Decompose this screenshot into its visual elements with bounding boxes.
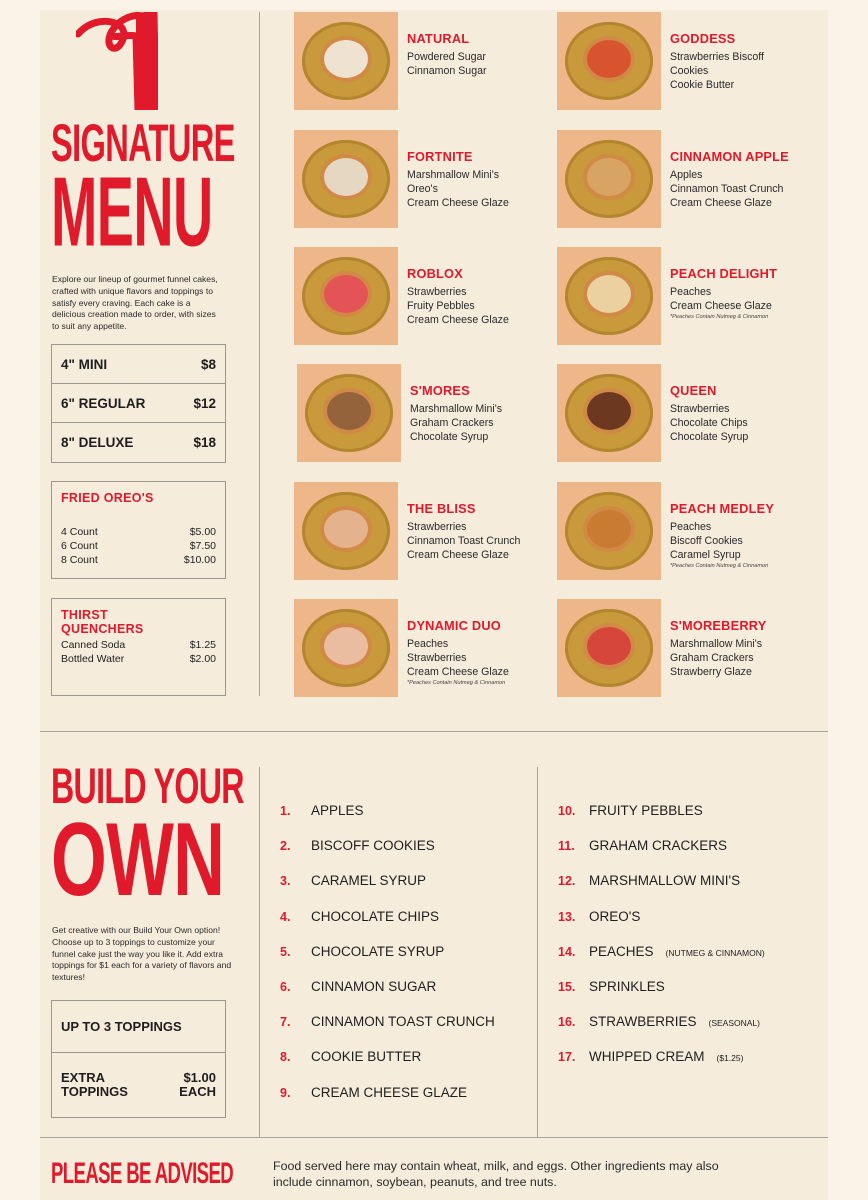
toppings-list [558, 803, 765, 1085]
topping-item [280, 1014, 495, 1049]
price-row [61, 539, 216, 553]
topping-number: 8. [280, 1050, 291, 1065]
ingredient-line: Cream Cheese Glaze [670, 197, 772, 209]
topping-note: ($1.25) [716, 1053, 744, 1064]
topping-number: 15. [558, 979, 576, 994]
row-label: 4 Count [61, 526, 98, 538]
topping-number: 5. [280, 944, 291, 959]
topping-item [558, 803, 765, 838]
ingredient-line: Cinnamon Toast Crunch [407, 535, 521, 547]
menu-item [557, 130, 817, 228]
menu-item-name: GODDESS [670, 31, 736, 46]
allergen-note: *Peaches Contain Nutmeg & Cinnamon [407, 680, 506, 686]
signature-title: SIGNATURE [51, 114, 235, 173]
topping-number: 17. [558, 1050, 576, 1065]
menu-item [557, 599, 817, 697]
ingredient-line: Chocolate Syrup [410, 431, 489, 443]
topping-note: (NUTMEG & CINNAMON) [665, 947, 765, 958]
menu-item [557, 12, 817, 110]
topping-item [558, 909, 765, 944]
price-row [61, 525, 216, 539]
topping-item [558, 979, 765, 1014]
size-label: 8" DELUXE [61, 435, 134, 450]
topping-number: 2. [280, 839, 291, 854]
topping-item [558, 1049, 765, 1084]
price-row [61, 652, 216, 666]
column-divider [537, 767, 538, 1137]
funnel-cake-photo [557, 12, 661, 110]
row-label: Bottled Water [61, 653, 125, 665]
size-row [52, 345, 225, 384]
menu-item-description [410, 402, 502, 444]
build-title-own: OWN [51, 802, 225, 918]
ingredient-line: Peaches [407, 638, 449, 650]
extra-price: $1.00 [183, 1070, 216, 1085]
menu-item-description [670, 168, 783, 210]
thirst-quenchers-box [51, 598, 226, 696]
fried-oreos-box [51, 481, 226, 579]
funnel-cake-photo [557, 482, 661, 580]
topping-name: SPRINKLES [589, 978, 665, 994]
row-label: Canned Soda [61, 639, 126, 651]
row-label: 6 Count [61, 540, 98, 552]
price-row [61, 553, 216, 567]
topping-number: 6. [280, 979, 291, 994]
menu-item-name: DYNAMIC DUO [407, 618, 501, 633]
menu-item-name: CINNAMON APPLE [670, 149, 789, 164]
menu-item [557, 247, 817, 345]
topping-item [280, 944, 495, 979]
ingredient-line: Marshmallow Mini's [407, 169, 500, 181]
funnel-cake-photo [557, 247, 661, 345]
topping-name: APPLES [311, 803, 364, 818]
row-label: 8 Count [61, 554, 98, 566]
ingredient-line: Cream Cheese Glaze [407, 666, 509, 678]
funnel-cake-script-logo-icon [76, 12, 158, 110]
row-price: $5.00 [189, 526, 216, 538]
extra-price: EACH [179, 1084, 216, 1099]
ingredient-line: Cream Cheese Glaze [407, 314, 509, 326]
ingredient-line: Cinnamon Sugar [407, 65, 487, 77]
menu-item-name: PEACH MEDLEY [670, 501, 775, 516]
thirst-title: QUENCHERS [61, 622, 144, 636]
ingredient-line: Peaches [670, 286, 712, 298]
ingredient-line: Cream Cheese Glaze [670, 300, 772, 312]
menu-item [294, 12, 554, 110]
size-label: 4" MINI [61, 356, 108, 372]
topping-name: STRAWBERRIES [589, 1014, 697, 1030]
topping-name: PEACHES [589, 943, 654, 959]
menu-item-name: FORTNITE [407, 149, 473, 164]
menu-item [557, 364, 817, 462]
size-price-table [51, 344, 226, 463]
menu-item [294, 130, 554, 228]
ingredient-line: Strawberries [407, 652, 467, 664]
topping-number: 7. [280, 1015, 291, 1030]
menu-item [557, 482, 817, 580]
funnel-cake-photo [557, 364, 661, 462]
ingredient-line: Caramel Syrup [670, 549, 741, 561]
menu-item-description [670, 285, 772, 321]
size-price: $18 [193, 435, 216, 450]
allergen-note: *Peaches Contain Nutmeg & Cinnamon [670, 563, 769, 569]
menu-item-name: S'MOREBERRY [670, 618, 767, 633]
topping-name: CHOCOLATE CHIPS [311, 908, 440, 924]
funnel-cake-photo [294, 599, 398, 697]
menu-item-name: PEACH DELIGHT [670, 266, 778, 281]
topping-item [280, 803, 495, 838]
ingredient-line: Cookie Butter [670, 79, 735, 91]
fried-oreos-title: FRIED OREO'S [61, 491, 154, 505]
ingredient-line: Oreo's [407, 183, 438, 195]
funnel-cake-photo [557, 599, 661, 697]
ingredient-line: Apples [670, 169, 703, 181]
topping-number: 14. [558, 944, 576, 959]
ingredient-line: Cream Cheese Glaze [407, 549, 509, 561]
topping-item [558, 873, 765, 908]
topping-item [280, 1049, 495, 1084]
funnel-cake-photo [294, 247, 398, 345]
ingredient-line: Biscoff Cookies [670, 535, 743, 547]
allergy-notice: Food served here may contain wheat, milk, and eggs. Other ingredients may also include cinnamon, soybean, peanuts, and tree nuts. [273, 1159, 719, 1189]
menu-item-description [670, 402, 748, 444]
ingredient-line: Fruity Pebbles [407, 300, 475, 312]
topping-item [280, 838, 495, 873]
topping-name: CINNAMON SUGAR [311, 978, 437, 994]
ingredient-line: Marshmallow Mini's [670, 638, 763, 650]
ingredient-line: Strawberries [407, 286, 467, 298]
funnel-cake-photo [557, 130, 661, 228]
menu-item-description [407, 50, 487, 78]
topping-note: (SEASONAL) [708, 1018, 761, 1029]
topping-number: 4. [280, 909, 291, 924]
topping-number: 10. [558, 804, 576, 818]
menu-item-description [670, 637, 762, 679]
ingredient-line: Cookies [670, 65, 709, 77]
topping-number: 12. [558, 874, 576, 889]
ingredient-line: Chocolate Chips [670, 417, 748, 429]
price-row [61, 638, 216, 652]
menu-item-description [670, 50, 764, 92]
extra-label: TOPPINGS [61, 1084, 128, 1099]
funnel-cake-photo [294, 482, 398, 580]
section-divider [40, 1137, 828, 1138]
ingredient-line: Strawberries Biscoff [670, 51, 765, 63]
topping-item [558, 838, 765, 873]
size-row [52, 423, 225, 462]
column-divider [259, 12, 260, 696]
size-price: $8 [200, 356, 216, 372]
extra-toppings-row [52, 1053, 225, 1117]
ingredient-line: Chocolate Syrup [670, 431, 749, 443]
topping-name: MARSHMALLOW MINI'S [589, 873, 741, 889]
menu-item-name: NATURAL [407, 31, 470, 46]
thirst-title: THIRST [61, 608, 108, 622]
menu-item-name: QUEEN [670, 383, 717, 398]
topping-name: CARAMEL SYRUP [311, 873, 427, 889]
row-price: $1.25 [189, 639, 216, 651]
toppings-list [280, 803, 495, 1120]
advised-title: PLEASE BE ADVISED [51, 1157, 234, 1190]
topping-name: FRUITY PEBBLES [589, 803, 703, 818]
menu-item [294, 599, 554, 697]
topping-number: 3. [280, 874, 291, 889]
topping-item [280, 909, 495, 944]
ingredient-line: Cream Cheese Glaze [407, 197, 509, 209]
column-divider [259, 767, 260, 1137]
build-title: BUILD YOUR [51, 758, 244, 815]
menu-item [294, 247, 554, 345]
menu-item-description [407, 285, 509, 327]
menu-item-description [407, 520, 520, 562]
topping-name: COOKIE BUTTER [311, 1049, 422, 1065]
topping-number: 16. [558, 1015, 576, 1030]
ingredient-line: Graham Crackers [670, 652, 754, 664]
row-price: $10.00 [183, 554, 216, 566]
toppings-price-box [51, 1000, 226, 1118]
funnel-cake-photo [297, 364, 401, 462]
topping-number: 11. [558, 839, 575, 854]
topping-name: OREO'S [589, 908, 641, 924]
ingredient-line: Strawberries [670, 403, 730, 415]
menu-item [294, 482, 554, 580]
up-to-label: UP TO 3 TOPPINGS [52, 1001, 225, 1053]
ingredient-line: Marshmallow Mini's [410, 403, 503, 415]
menu-item-name: S'MORES [410, 383, 470, 398]
ingredient-line: Cinnamon Toast Crunch [670, 183, 784, 195]
row-price: $7.50 [189, 540, 216, 552]
ingredient-line: Strawberries [407, 521, 467, 533]
build-description: Get creative with our Build Your Own option! Choose up to 3 toppings to customize your funnel cake just the way you like it. Add extra toppings for $1 each for a variety of flavors and textures! [52, 925, 232, 983]
menu-title: MENU [51, 157, 213, 267]
topping-number: 1. [280, 804, 291, 818]
menu-item-name: ROBLOX [407, 266, 463, 281]
ingredient-line: Graham Crackers [410, 417, 494, 429]
size-row [52, 384, 225, 423]
extra-label: EXTRA [61, 1070, 106, 1085]
topping-item [280, 979, 495, 1014]
topping-item [558, 1014, 765, 1049]
topping-name: BISCOFF COOKIES [311, 838, 435, 854]
menu-item-description [670, 520, 768, 570]
funnel-cake-photo [294, 130, 398, 228]
topping-number: 9. [280, 1085, 291, 1100]
size-price: $12 [193, 395, 216, 411]
ingredient-line: Powdered Sugar [407, 51, 486, 63]
funnel-cake-photo [294, 12, 398, 110]
topping-name: WHIPPED CREAM [589, 1049, 705, 1065]
topping-name: GRAHAM CRACKERS [589, 838, 728, 854]
menu-item-name: THE BLISS [407, 501, 476, 516]
topping-name: CINNAMON TOAST CRUNCH [311, 1014, 495, 1030]
signature-intro: Explore our lineup of gourmet funnel cakes, crafted with unique flavors and toppings to satisfy every craving. Each cake is a delicious creation made to order, with sizes to suit any appetite. [52, 274, 218, 332]
allergen-note: *Peaches Contain Nutmeg & Cinnamon [670, 314, 769, 320]
ingredient-line: Peaches [670, 521, 712, 533]
size-label: 6" REGULAR [61, 395, 146, 411]
topping-name: CHOCOLATE SYRUP [311, 943, 445, 959]
topping-item [280, 1085, 495, 1120]
topping-item [280, 873, 495, 908]
menu-item-description [407, 168, 509, 210]
menu-item [297, 364, 557, 462]
section-divider [40, 731, 828, 732]
topping-name: CREAM CHEESE GLAZE [311, 1084, 468, 1100]
menu-item-description [407, 637, 509, 687]
ingredient-line: Strawberry Glaze [670, 666, 752, 678]
topping-item [558, 944, 765, 979]
row-price: $2.00 [189, 653, 216, 665]
topping-number: 13. [558, 909, 576, 924]
